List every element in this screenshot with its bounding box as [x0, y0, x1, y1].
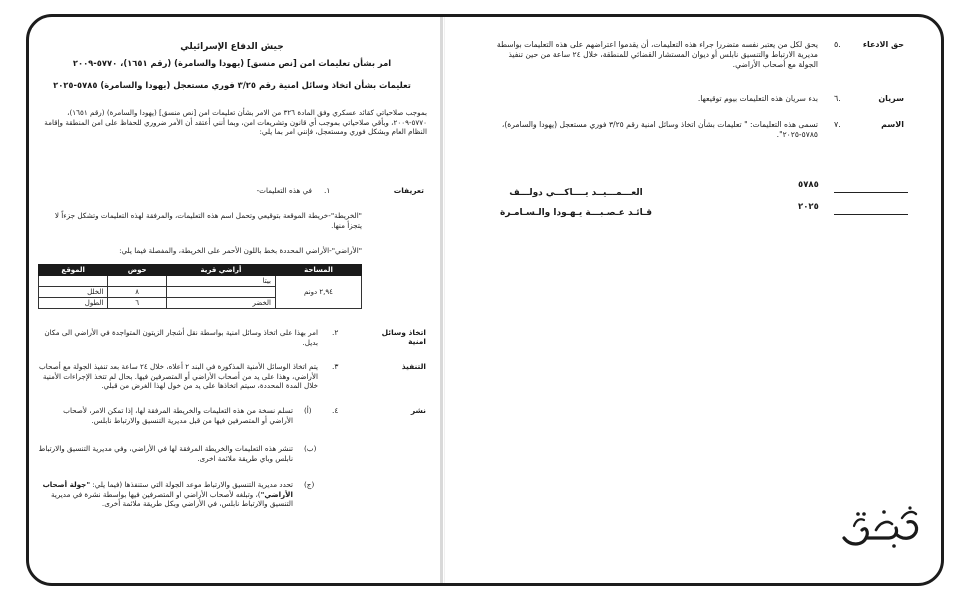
s4c-body-pre: تحدد مديرية التنسيق والارتباط موعد الجولة التي ستنفذها (فيما يلي:	[90, 480, 293, 489]
s4b-label: (ب)	[304, 444, 317, 453]
s4-title: نشر	[410, 406, 426, 415]
org-heading: جيش الدفاع الإسرائيلي	[180, 42, 284, 52]
s6-body: بدء سريان هذه التعليمات بيوم توقيعها.	[697, 94, 818, 103]
s4a-label: (أ)	[304, 406, 312, 415]
page-spine	[440, 17, 443, 583]
village-cell: بيتا	[167, 276, 276, 287]
col-area: المساحة	[275, 265, 361, 276]
s6-number: ٦.	[834, 94, 841, 103]
s7-title: الاسم	[881, 120, 904, 129]
left-page	[32, 28, 432, 570]
s4c-body-post: )، وتبلغه لأصحاب الأراضي او المتصرفين فيها بواسطة نشرة في مديرية التنسيق والارتباط نابلس، في الأراضي وبكل طريقة ملائمة أخرى.	[50, 489, 293, 508]
village-cell: الخضر	[167, 298, 276, 309]
signatory-name: العـــمـــيــد يــــاكـــي دولـــف	[509, 188, 643, 198]
signature-line-2	[834, 214, 908, 215]
right-page	[448, 28, 926, 570]
preamble: بموجب صلاحياتي كقائد عسكري وفق المادة ٣٢٦ من الامر بشأن تعليمات امن [نص منسق] (يهودا والسامرة) (رقم ١٦٥١)، ٥٧٧٠-٢٠٠٩، وبأقي صلاحياتي بموجب أي قانون وتشريعات امن، وبما أنني أعتقد أن الأمر ضروري للحفاظ على امن المنطقة وإقامة النظام العام وبشكل فوري ومستعجل، فإنني امر بما يلي:	[44, 108, 427, 136]
instructions-heading: تعليمات بشأن اتخاذ وسائل امنية رقم ٣/٢٥ فوري مستعجل (يهودا والسامرة) ٥٧٨٥-٢٠٢٥	[53, 80, 411, 90]
order-heading: امر بشأن تعليمات امن [نص منسق] (يهودا والسامرة) (رقم ١٦٥١)، ٥٧٧٠-٢٠٠٩	[72, 58, 392, 68]
site-cell: الطول	[39, 298, 108, 309]
map-definition: "الخريطة"-خريطة الموقعة بتوقيعي وتحمل اسم هذه التعليمات، والمرفقة لهذه التعليمات وتشكل جزءاً لا يتجزأ منها.	[54, 211, 362, 230]
lands-definition: "الأراضي"-الأراضي المحددة بخط باللون الأحمر على الخريطة، والمفصلة فيما يلي:	[119, 246, 362, 255]
col-site: الموقع	[39, 265, 108, 276]
basin-cell	[108, 276, 167, 287]
calligraphy-logo-icon	[836, 500, 924, 554]
s7-body: تسمى هذه التعليمات: " تعليمات بشأن اتخاذ وسائل امنية رقم ٣/٢٥ فوري مستعجل (يهودا والسامرة)، ٥٧٨٥-٢٠٢٥".	[501, 120, 818, 139]
s6-title: سريان	[878, 94, 904, 103]
s2-number: ٢.	[332, 328, 339, 337]
col-village: أراضي قرية	[167, 265, 276, 276]
s1-number: ١.	[324, 186, 331, 195]
village-cell	[167, 287, 276, 298]
s7-number: ٧.	[834, 120, 841, 129]
col-basin: حوض	[108, 265, 167, 276]
basin-cell: ٦	[108, 298, 167, 309]
signature-line-1	[834, 192, 908, 193]
s4c-label: (ج)	[304, 480, 315, 489]
site-cell: الخلل	[39, 287, 108, 298]
s4c-body	[38, 480, 293, 509]
s5-body: يحق لكل من يعتبر نفسه متضررا جراء هذه التعليمات، أن يقدموا اعتراضهم على هذه التعليمات بواسطة مديرية الارتباط والتنسيق نابلس أو ديوان المستشار القضائي للمنطقة، خلال ٢٤ ساعة من حين تنفيذ الجولة مع أصحاب الأراضي.	[496, 40, 818, 69]
s2-body: امر بهذا على اتخاذ وسائل امنية بواسطة نقل أشجار الزيتون المتواجدة في الأراضي الى مكان بديل.	[44, 328, 318, 347]
site-cell	[39, 276, 108, 287]
s4-number: ٤.	[332, 406, 339, 415]
basin-cell: ٨	[108, 287, 167, 298]
s1-intro: في هذه التعليمات-	[256, 186, 312, 195]
page-spine-shadow	[444, 17, 445, 583]
news-logo	[836, 500, 924, 554]
table-row	[39, 276, 362, 287]
s3-title: التنفيذ	[401, 362, 426, 371]
table-header-row	[39, 265, 362, 276]
s5-title: حق الادعاء	[862, 40, 904, 49]
s4b-body: تنشر هذه التعليمات والخريطة المرفقة لها في الأراضي، وفي مديرية التنسيق والارتباط نابلس وباي طريقة ملائمة اخرى.	[38, 444, 293, 463]
signatory-role: قـائـد عـصـبـــة يـهـودا والـسـامـرة	[499, 208, 653, 218]
signature-number-1: ٥٧٨٥	[798, 180, 819, 190]
s4c-body-term: "جولة أصحاب الأراضي"	[42, 480, 293, 499]
area-cell: ٢,٩٤ دونم	[275, 276, 361, 309]
s5-number: ٥.	[834, 40, 841, 49]
lands-table	[38, 264, 362, 309]
s2-title: اتخاذ وسائل امنية	[381, 328, 426, 346]
s4a-body: تسلم نسخة من هذه التعليمات والخريطة المرفقة لها، إذا تمكن الامر، لأصحاب الأراضي أو المتصرفين فيها من قبل مديرية التنسيق والارتباط نابلس.	[63, 406, 293, 425]
s3-body: يتم اتخاذ الوسائل الأمنية المذكورة في البند ٢ أعلاه، خلال ٢٤ ساعة بعد تنفيذ الجولة مع أصحاب الأراضي، وهذا على يد من أصحاب الأراضي أو المتصرفين فيها. بحال لم تتخذ الإجراءات الأمنية خلال المدة المحددة، سيتم اتخاذها على يد من خول لهذا الغرض من قبلي.	[39, 362, 318, 390]
s3-number: ٣.	[332, 362, 339, 371]
s1-title: تعريفات	[393, 186, 424, 195]
signature-number-2: ٢٠٢٥	[798, 202, 819, 212]
